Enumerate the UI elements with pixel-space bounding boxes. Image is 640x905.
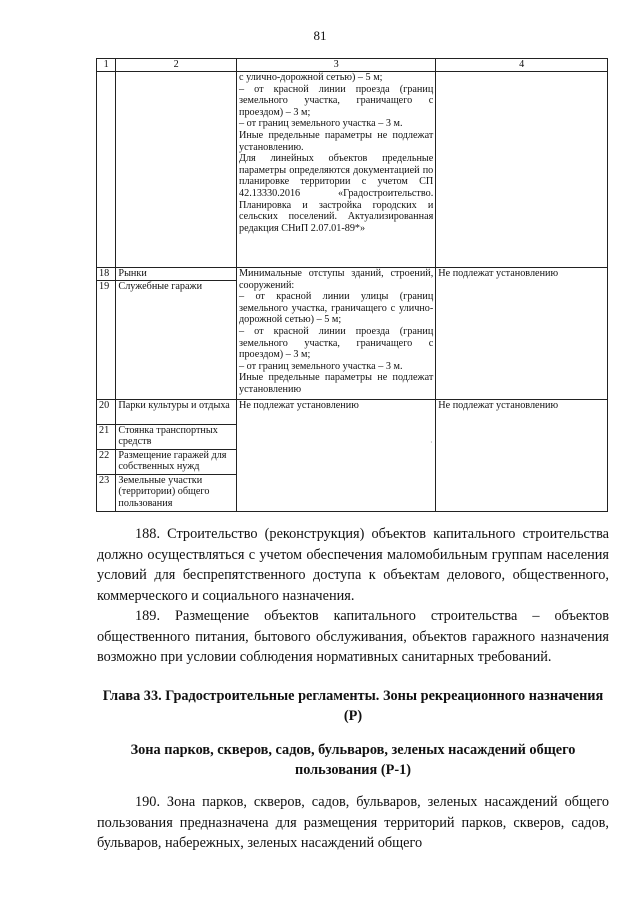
- header-cell: 2: [116, 59, 237, 72]
- params-cell: Не подлежат установлению: [436, 399, 608, 511]
- paragraph-189: 189. Размещение объектов капитального строительства – объектов общественного питания, бытового обслуживания, объектов гаражного назначения возможно при условии соблюдения нормативных санитарных требований.: [97, 608, 609, 665]
- params-cell: Не подлежат установлению: [237, 399, 436, 511]
- row-number-cell: 23: [97, 474, 116, 511]
- params-cell: Минимальные отступы зданий, строений, сооружений: – от красной линии улицы (границ земельного участка, граничащего с улично-дорожной сетью) – 5 м; – от красной линии проезда (границ земельного участка, граничащего с проездом) – 3 м; – от границ земельного участка – 3 м. Иные предельные параметры не подлежат установлению: [237, 268, 436, 400]
- row-name-cell: Стоянка транспортных средств: [116, 424, 237, 449]
- table-row: [97, 268, 608, 281]
- row-name-cell: Рынки: [116, 268, 237, 281]
- paragraph-190: 190. Зона парков, скверов, садов, бульваров, зеленых насаждений общего пользования предназначена для размещения территорий парков, скверов, садов, бульваров, набережных, зеленых насаждений общего: [97, 794, 609, 851]
- header-cell: 4: [436, 59, 608, 72]
- table-row: [97, 72, 608, 268]
- page-number: 81: [313, 28, 327, 43]
- row-number-cell: 19: [97, 280, 116, 399]
- zone-heading: Зона парков, скверов, садов, бульваров, зеленых насаждений общего пользования (Р-1): [130, 742, 576, 778]
- row-number-cell: 20: [97, 399, 116, 424]
- table-row: [97, 399, 608, 424]
- row-number-cell: 18: [97, 268, 116, 281]
- row-number-cell: 21: [97, 424, 116, 449]
- params-cell: с улично-дорожной сетью) – 5 м; – от красной линии проезда (границ земельного участка, граничащего с проездом) – 3 м; – от границ земельного участка – 3 м. Иные предельные параметры не подлежат установлению. Для линейных объектов предельные параметры определяются документацией по планировке территории с учетом СП 42.13330.2016 «Градостроительство. Планировка и застройка городских и сельских поселений. Актуализированная редакция СНиП 2.07.01-89*»: [237, 72, 436, 268]
- regulation-table: [96, 58, 608, 512]
- scan-speck: ·: [430, 438, 433, 447]
- table-header-row: [97, 59, 608, 72]
- row-number-cell: [97, 72, 116, 268]
- chapter-heading: Глава 33. Градостроительные регламенты. Зоны рекреационного назначения (Р): [102, 688, 604, 724]
- row-name-cell: Земельные участки (территории) общего пользования: [116, 474, 237, 511]
- header-cell: 3: [237, 59, 436, 72]
- params-cell: Не подлежат установлению: [436, 268, 608, 400]
- paragraph-188: 188. Строительство (реконструкция) объектов капитального строительства должно осуществляться с учетом обеспечения маломобильным группам населения условий для беспрепятственного доступа к объектам делового, общественного, коммерческого и социального назначения.: [97, 526, 609, 604]
- header-cell: 1: [97, 59, 116, 72]
- row-name-cell: Размещение гаражей для собственных нужд: [116, 449, 237, 474]
- empty-cell: [436, 72, 608, 268]
- row-name-cell: Парки культуры и отдыха: [116, 399, 237, 424]
- row-name-cell: Служебные гаражи: [116, 280, 237, 399]
- row-number-cell: 22: [97, 449, 116, 474]
- row-name-cell: [116, 72, 237, 268]
